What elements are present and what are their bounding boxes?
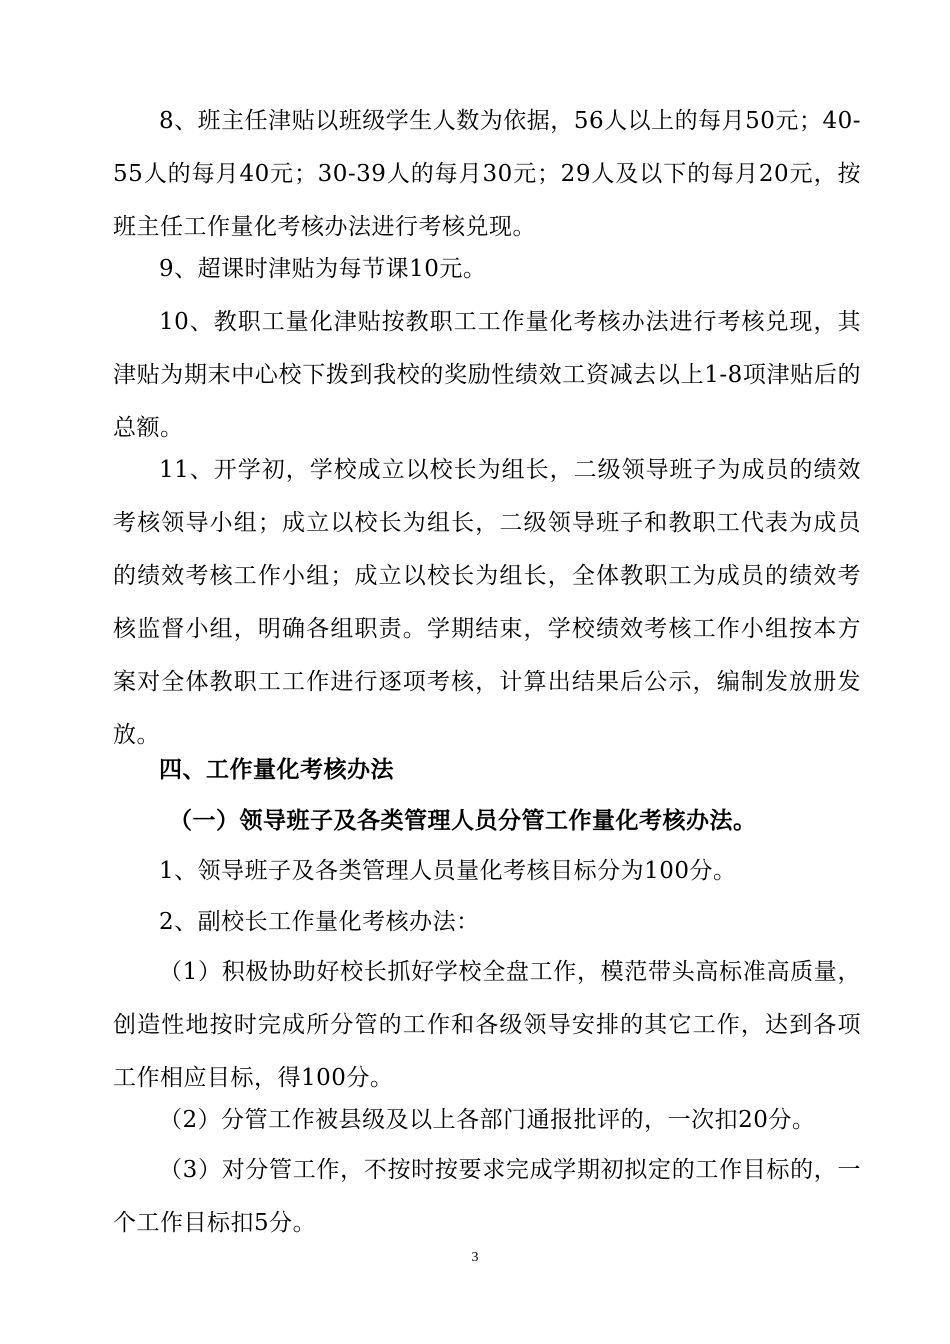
paragraph-assessment-groups: 11、开学初，学校成立以校长为组长，二级领导班子为成员的绩效考核领导小组；成立以校长为组长，二级领导班子和教职工代表为成员的绩效考核工作小组；成立以校长为组长，全体教职工为成员的绩效考核监督小组，明确各组职责。学期结束，学校绩效考核工作小组按本方案对全体教职工工作进行逐项考核，计算出结果后公示，编制发放册发放。	[113, 457, 861, 748]
item-vice-principal-clause-2: （2）分管工作被县级及以上各部门通报批评的，一次扣20分。	[159, 1107, 816, 1133]
subsection-heading: （一）领导班子及各类管理人员分管工作量化考核办法。	[169, 808, 757, 834]
page-number: 3	[471, 1250, 479, 1265]
item-vice-principal-method: 2、副校长工作量化考核办法：	[159, 909, 480, 935]
paragraph-staff-allowance: 10、教职工量化津贴按教职工工作量化考核办法进行考核兑现，其津贴为期末中心校下拨到我校的奖励性绩效工资减去以上1-8项津贴后的总额。	[113, 309, 861, 441]
item-target-score: 1、领导班子及各类管理人员量化考核目标分为100分。	[159, 858, 737, 884]
paragraph-overtime-allowance: 9、超课时津贴为每节课10元。	[159, 256, 487, 282]
paragraph-class-teacher-allowance: 8、班主任津贴以班级学生人数为依据，56人以上的每月50元；40-55人的每月40元；30-39人的每月30元；29人及以下的每月20元，按班主任工作量化考核办法进行考核兑现。	[113, 108, 861, 240]
item-vice-principal-clause-1: （1）积极协助好校长抓好学校全盘工作，模范带头高标准高质量，创造性地按时完成所分管的工作和各级领导安排的其它工作，达到各项工作相应目标，得100分。	[113, 959, 861, 1091]
item-vice-principal-clause-3: （3）对分管工作，不按时按要求完成学期初拟定的工作目标的，一个工作目标扣5分。	[113, 1157, 861, 1236]
section-heading: 四、工作量化考核办法	[159, 757, 394, 783]
